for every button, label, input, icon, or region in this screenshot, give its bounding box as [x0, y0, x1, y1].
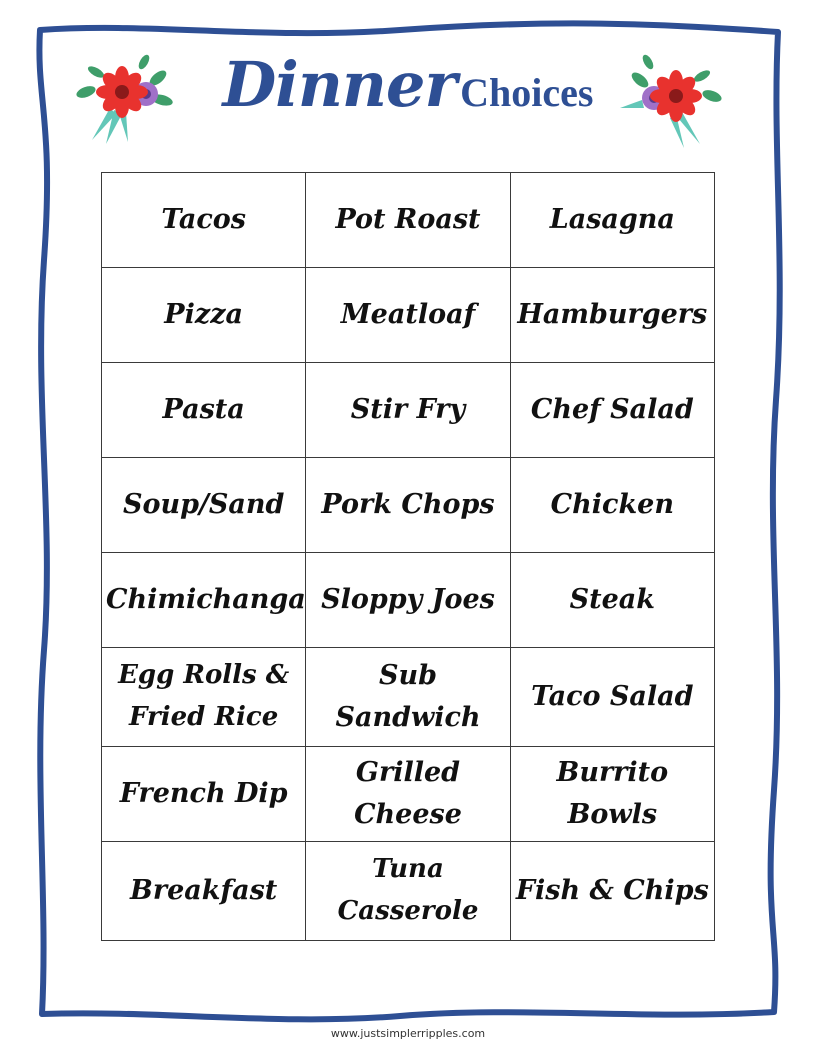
dinner-choice-cell: Lasagna — [510, 173, 714, 268]
dinner-choice-line: Egg Rolls & — [118, 660, 290, 691]
dinner-choice-cell: Pork Chops — [306, 458, 510, 553]
dinner-choice-cell: Pasta — [102, 363, 306, 458]
dinner-choice-cell: Fish & Chips — [510, 842, 714, 941]
dinner-choice-line: Tuna — [372, 854, 444, 885]
dinner-choice-cell: Stir Fry — [306, 363, 510, 458]
dinner-choice-line: Fried Rice — [129, 702, 279, 732]
grid-row — [102, 268, 715, 363]
grid-row — [102, 842, 715, 941]
dinner-choice-cell: Sub Sandwich — [306, 648, 510, 747]
dinner-choice-cell: Chimichanga — [102, 553, 306, 648]
dinner-choice-cell: Pot Roast — [306, 173, 510, 268]
dinner-choice-cell: Burrito Bowls — [510, 747, 714, 842]
flower-decoration-left-icon — [70, 48, 180, 144]
footer-url: www.justsimplerripples.com — [330, 1027, 486, 1040]
dinner-choice-cell: Chicken — [510, 458, 714, 553]
dinner-choices-grid — [101, 172, 715, 941]
dinner-choice-cell: Soup/Sand — [102, 458, 306, 553]
dinner-choice-cell: Sloppy Joes — [306, 553, 510, 648]
grid-row — [102, 173, 715, 268]
title-plain-word: Choices — [460, 70, 594, 115]
title-script-word: Dinner — [222, 48, 457, 121]
grid-row — [102, 458, 715, 553]
dinner-choice-cell: Meatloaf — [306, 268, 510, 363]
grid-row — [102, 363, 715, 458]
dinner-choice-cell: Pizza — [102, 268, 306, 363]
grid-row — [102, 553, 715, 648]
dinner-choice-cell: Taco Salad — [510, 648, 714, 747]
dinner-choice-cell: Hamburgers — [510, 268, 714, 363]
dinner-choice-cell: Chef Salad — [510, 363, 714, 458]
dinner-choice-cell: Breakfast — [102, 842, 306, 941]
grid-row — [102, 747, 715, 842]
dinner-choice-line: Casserole — [337, 896, 479, 926]
dinner-choice-cell: Grilled Cheese — [306, 747, 510, 842]
grid-row — [102, 648, 715, 747]
page-title — [180, 48, 636, 128]
dinner-choice-cell — [102, 648, 306, 747]
dinner-choice-cell: Steak — [510, 553, 714, 648]
dinner-choice-cell: French Dip — [102, 747, 306, 842]
dinner-choice-cell: Tacos — [102, 173, 306, 268]
dinner-choice-cell — [306, 842, 510, 941]
